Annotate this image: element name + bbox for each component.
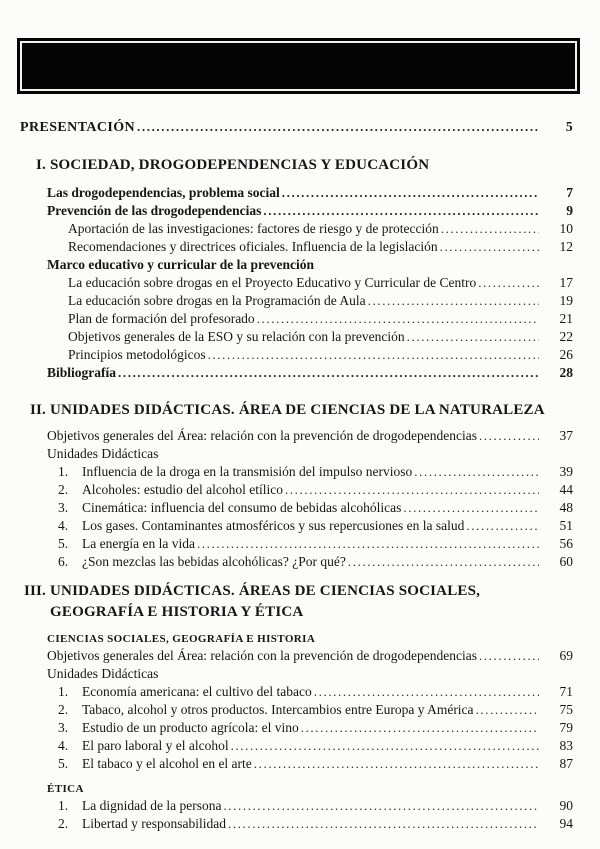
toc-entry-page: 19 xyxy=(559,293,573,308)
toc-entry-label: Las drogodependencias, problema social xyxy=(47,185,280,200)
toc-entry xyxy=(20,647,573,665)
toc-entry xyxy=(20,202,573,220)
dot-leader xyxy=(118,364,539,382)
dot-leader xyxy=(285,481,539,499)
toc-entry-page: 60 xyxy=(559,554,573,569)
toc-entry-page: 79 xyxy=(559,720,573,735)
toc-entry-number: 5. xyxy=(58,536,69,551)
toc-entry-label: Estudio de un producto agrícola: el vino xyxy=(82,720,299,735)
toc-entry xyxy=(20,535,573,553)
toc-entry xyxy=(20,328,573,346)
toc-entry-page: 94 xyxy=(559,816,573,831)
toc-entry xyxy=(20,184,573,202)
section-numeral: I. xyxy=(36,157,46,173)
toc-entry-label: El paro laboral y el alcohol xyxy=(82,738,229,753)
toc-entry-label: Objetivos generales del Área: relación con la prevención de drogodependencias xyxy=(47,648,477,663)
toc-entry-label: Objetivos generales del Área: relación con la prevención de drogodependencias xyxy=(47,428,477,443)
toc-entry-page: 48 xyxy=(559,500,573,515)
toc-entry-presentacion xyxy=(20,118,573,137)
toc-entry-number: 6. xyxy=(58,554,69,569)
toc-entry xyxy=(20,737,573,755)
dot-leader xyxy=(403,499,539,517)
toc-entry xyxy=(20,292,573,310)
dot-leader xyxy=(368,292,539,310)
toc-entry-page: 44 xyxy=(559,482,573,497)
dot-leader xyxy=(254,755,539,773)
toc-entry-number: 5. xyxy=(58,756,69,771)
section-2-entries xyxy=(20,427,573,571)
toc-entry-page: 71 xyxy=(559,684,573,699)
section-3-etica-entries xyxy=(20,797,573,833)
toc-entry-page: 51 xyxy=(559,518,573,533)
section-heading-2 xyxy=(20,400,573,421)
toc-entry xyxy=(20,553,573,571)
subsection-heading-label: ÉTICA xyxy=(47,783,84,795)
toc-entry xyxy=(20,517,573,535)
section-title: UNIDADES DIDÁCTICAS. ÁREAS DE CIENCIAS SOCIALES, xyxy=(50,583,481,599)
toc-entry xyxy=(20,427,573,445)
toc-entry-page: 28 xyxy=(559,365,573,380)
dot-leader xyxy=(301,719,539,737)
toc-entry-page: 12 xyxy=(559,239,573,254)
toc-entry xyxy=(20,310,573,328)
toc-entry xyxy=(20,220,573,238)
toc-entry-page: 75 xyxy=(559,702,573,717)
toc-entry-number: 2. xyxy=(58,816,69,831)
dot-leader xyxy=(414,463,539,481)
toc-entry-number: 4. xyxy=(58,738,69,753)
toc-entry xyxy=(20,701,573,719)
toc-entry xyxy=(20,463,573,481)
toc-entry-label: Unidades Didácticas xyxy=(47,666,159,681)
toc-entry-number: 1. xyxy=(58,684,69,699)
toc-entry-label: Marco educativo y curricular de la prevención xyxy=(47,257,314,272)
dot-leader xyxy=(314,683,539,701)
toc-entry xyxy=(20,481,573,499)
toc-entry-number: 1. xyxy=(58,464,69,479)
toc-entry xyxy=(20,445,573,463)
dot-leader xyxy=(348,553,539,571)
toc-entry-page: 26 xyxy=(559,347,573,362)
section-title-line2: GEOGRAFÍA E HISTORIA Y ÉTICA xyxy=(50,604,304,620)
toc-entry-page: 37 xyxy=(559,428,573,443)
dot-leader xyxy=(223,797,539,815)
section-1-entries xyxy=(20,184,573,382)
toc-entry-label: El tabaco y el alcohol en el arte xyxy=(82,756,252,771)
dot-leader xyxy=(197,535,539,553)
toc-entry-number: 2. xyxy=(58,482,69,497)
dot-leader xyxy=(231,737,539,755)
toc-entry-label: Unidades Didácticas xyxy=(47,446,159,461)
toc-entry-number: 3. xyxy=(58,500,69,515)
toc-entry-label: Plan de formación del profesorado xyxy=(68,311,255,326)
section-heading-1 xyxy=(20,155,573,176)
toc-entry-label: Alcoholes: estudio del alcohol etílico xyxy=(82,482,283,497)
section-3-ciencias-entries xyxy=(20,647,573,773)
dot-leader xyxy=(407,328,539,346)
redacted-title-banner xyxy=(17,38,580,94)
subsection-heading-label: CIENCIAS SOCIALES, GEOGRAFÍA E HISTORIA xyxy=(47,633,316,645)
dot-leader xyxy=(137,118,539,137)
dot-leader xyxy=(282,184,539,202)
toc-entry-page: 22 xyxy=(559,329,573,344)
toc-entry-page: 17 xyxy=(559,275,573,290)
redacted-title-banner-inner xyxy=(20,41,577,91)
toc-entry-label: PRESENTACIÓN xyxy=(20,120,136,135)
toc-entry xyxy=(20,274,573,292)
toc-entry-page: 21 xyxy=(559,311,573,326)
toc-entry-page: 5 xyxy=(565,119,573,134)
toc-entry-page: 39 xyxy=(559,464,573,479)
toc-entry xyxy=(20,346,573,364)
dot-leader xyxy=(479,647,539,665)
toc-entry-label: Tabaco, alcohol y otros productos. Intercambios entre Europa y América xyxy=(82,702,474,717)
toc-entry-page: 90 xyxy=(559,798,573,813)
dot-leader xyxy=(478,274,539,292)
toc-entry-label: La educación sobre drogas en el Proyecto Educativo y Curricular de Centro xyxy=(68,275,477,290)
toc-entry-label: La energía en la vida xyxy=(82,536,195,551)
dot-leader xyxy=(441,220,539,238)
toc-entry-label: ¿Son mezclas las bebidas alcohólicas? ¿Por qué? xyxy=(82,554,346,569)
toc-entry-label: Economía americana: el cultivo del tabaco xyxy=(82,684,312,699)
toc-entry-label: Aportación de las investigaciones: factores de riesgo y de protección xyxy=(68,221,439,236)
toc-entry-page: 56 xyxy=(559,536,573,551)
toc-entry xyxy=(20,238,573,256)
dot-leader xyxy=(479,427,539,445)
toc-entry-page: 83 xyxy=(559,738,573,753)
section-title: SOCIEDAD, DROGODEPENDENCIAS Y EDUCACIÓN xyxy=(50,157,430,173)
dot-leader xyxy=(257,310,539,328)
section-numeral: II. xyxy=(29,402,46,418)
toc-entry-label: Recomendaciones y directrices oficiales. Influencia de la legislación xyxy=(68,239,438,254)
toc-entry xyxy=(20,683,573,701)
toc-entry-number: 3. xyxy=(58,720,69,735)
subsection-heading-ciencias-sociales xyxy=(20,631,573,647)
toc-entry xyxy=(20,797,573,815)
toc-entry-label: Principios metodológicos xyxy=(68,347,206,362)
toc-entry-label: La educación sobre drogas en la Programación de Aula xyxy=(68,293,366,308)
toc-entry xyxy=(20,364,573,382)
toc-entry-label: Cinemática: influencia del consumo de bebidas alcohólicas xyxy=(82,500,402,515)
toc-entry xyxy=(20,499,573,517)
toc-entry xyxy=(20,815,573,833)
toc-entry-number: 1. xyxy=(58,798,69,813)
toc-entry-label: Objetivos generales de la ESO y su relación con la prevención xyxy=(68,329,405,344)
toc-entry xyxy=(20,256,573,274)
section-title: UNIDADES DIDÁCTICAS. ÁREA DE CIENCIAS DE LA NATURALEZA xyxy=(50,402,545,418)
dot-leader xyxy=(466,517,539,535)
toc-entry-page: 9 xyxy=(566,203,573,218)
toc-entry-label: Bibliografía xyxy=(47,365,117,380)
dot-leader xyxy=(228,815,539,833)
toc-entry-label: Los gases. Contaminantes atmosféricos y sus repercusiones en la salud xyxy=(82,518,465,533)
toc-entry-label: Libertad y responsabilidad xyxy=(82,816,226,831)
dot-leader xyxy=(476,701,539,719)
dot-leader xyxy=(208,346,539,364)
section-heading-3 xyxy=(20,581,573,623)
toc-entry xyxy=(20,665,573,683)
toc-entry-page: 10 xyxy=(559,221,573,236)
toc-entry-number: 4. xyxy=(58,518,69,533)
toc-entry-page: 69 xyxy=(559,648,573,663)
section-numeral: III. xyxy=(23,583,46,599)
toc-entry xyxy=(20,719,573,737)
dot-leader xyxy=(263,202,539,220)
toc-entry-label: Influencia de la droga en la transmisión del impulso nervioso xyxy=(82,464,413,479)
toc-entry-number: 2. xyxy=(58,702,69,717)
toc-entry-page: 87 xyxy=(559,756,573,771)
toc-entry-label: La dignidad de la persona xyxy=(82,798,222,813)
dot-leader xyxy=(440,238,539,256)
toc-entry xyxy=(20,755,573,773)
toc-entry-label: Prevención de las drogodependencias xyxy=(47,203,262,218)
subsection-heading-etica xyxy=(20,781,573,797)
toc-entry-page: 7 xyxy=(566,185,573,200)
